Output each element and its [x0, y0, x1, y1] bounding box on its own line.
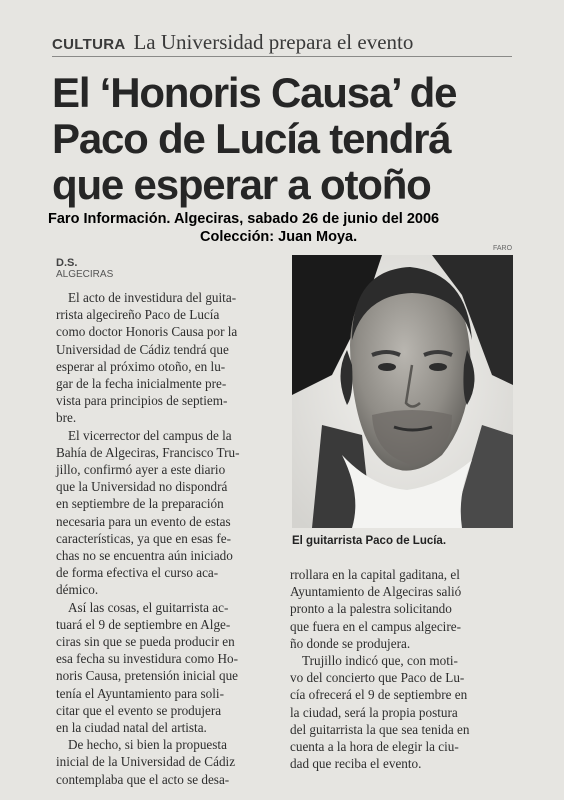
portrait-photo	[292, 255, 513, 528]
text-line: vo del concierto que Paco de Lu-	[290, 670, 465, 686]
text-line: Bahía de Algeciras, Francisco Tru-	[56, 444, 240, 460]
portrait-image	[292, 255, 513, 528]
source-caption-line-2: Colección: Juan Moya.	[200, 229, 358, 245]
headline-line-1: El ‘Honoris Causa’ de	[52, 69, 457, 116]
text-line: características, ya que en esas fe-	[56, 530, 231, 546]
text-line: en la ciudad natal del artista.	[56, 720, 207, 736]
headline-line-3: que esperar a otoño	[52, 161, 431, 208]
byline	[56, 257, 113, 280]
text-line: la ciudad, será la propia postura	[290, 704, 458, 720]
article-paragraph	[56, 289, 278, 427]
text-line: démico.	[56, 582, 99, 598]
photo-caption: El guitarrista Paco de Lucía.	[292, 535, 447, 547]
text-line: vista para principios de septiem-	[56, 393, 228, 409]
article-column-2	[290, 566, 514, 772]
text-line: jillo, confirmó ayer a este diario	[56, 462, 226, 478]
article-paragraph	[56, 427, 278, 599]
text-line: rrista algecireño Paco de Lucía	[56, 307, 220, 323]
headline	[52, 70, 522, 208]
text-line: gar de la fecha inicialmente pre-	[56, 376, 227, 392]
text-line: como doctor Honoris Causa por la	[56, 324, 238, 340]
text-line: del guitarrista la que sea tenida en	[290, 721, 470, 737]
text-line: en septiembre de la preparación	[56, 496, 224, 512]
text-line: chas no se encuentra aún iniciado	[56, 548, 233, 564]
text-line: De hecho, si bien la propuesta	[68, 737, 227, 753]
section-label: CULTURA	[52, 36, 126, 53]
article-paragraph	[56, 599, 278, 737]
text-line: tuará el 9 de septiembre en Alge-	[56, 616, 231, 632]
text-line: ño donde se produjera.	[290, 635, 411, 651]
text-line: citar que el evento se produjera	[56, 702, 222, 718]
photo-credit: FARO	[493, 245, 513, 252]
text-line: noris Causa, pretensión inicial que	[56, 668, 239, 684]
text-line: de forma efectiva el curso aca-	[56, 565, 219, 581]
text-line: que la Universidad no dispondrá	[56, 479, 228, 495]
text-line: rrollara en la capital gaditana, el	[290, 567, 460, 582]
article-paragraph	[290, 652, 514, 772]
text-line: tenía el Ayuntamiento para soli-	[56, 685, 224, 701]
byline-author: D.S.	[56, 257, 78, 269]
source-caption-line-1: Faro Información. Algeciras, sabado 26 de junio del 2006	[48, 211, 440, 227]
kicker-subtitle: La Universidad prepara el evento	[133, 30, 414, 54]
article-column-1	[56, 289, 278, 788]
text-line: Trujillo indicó que, con moti-	[302, 653, 458, 669]
byline-location: ALGECIRAS	[56, 269, 114, 280]
headline-line-2: Paco de Lucía tendrá	[52, 115, 451, 162]
text-line: El vicerrector del campus de la	[68, 427, 232, 443]
article-paragraph	[56, 736, 278, 788]
text-line: necesaria para un evento de estas	[56, 513, 231, 529]
text-line: cía ofrecerá el 9 de septiembre en	[290, 687, 468, 703]
source-caption	[48, 210, 518, 246]
text-line: esa fecha su investidura como Ho-	[56, 651, 238, 667]
text-line: dad que reciba el evento.	[290, 756, 422, 772]
text-line: pronto a la palestra solicitando	[290, 601, 452, 617]
text-line: Ayuntamiento de Algeciras salió	[290, 584, 462, 600]
text-line: cuenta a la hora de elegir la ciu-	[290, 739, 459, 755]
section-kicker	[52, 30, 512, 57]
text-line: contemplaba que el acto se desa-	[56, 771, 230, 787]
text-line: ciras sin que se pueda producir en	[56, 634, 235, 650]
article-paragraph	[290, 566, 514, 652]
text-line: que fuera en el campus algecire-	[290, 618, 461, 634]
text-line: esperar al próximo otoño, en lu-	[56, 358, 226, 374]
text-line: El acto de investidura del guita-	[68, 290, 237, 305]
text-line: inicial de la Universidad de Cádiz	[56, 754, 236, 770]
text-line: bre.	[56, 410, 77, 426]
text-line: Así las cosas, el guitarrista ac-	[68, 599, 229, 615]
text-line: Universidad de Cádiz tendrá que	[56, 341, 229, 357]
